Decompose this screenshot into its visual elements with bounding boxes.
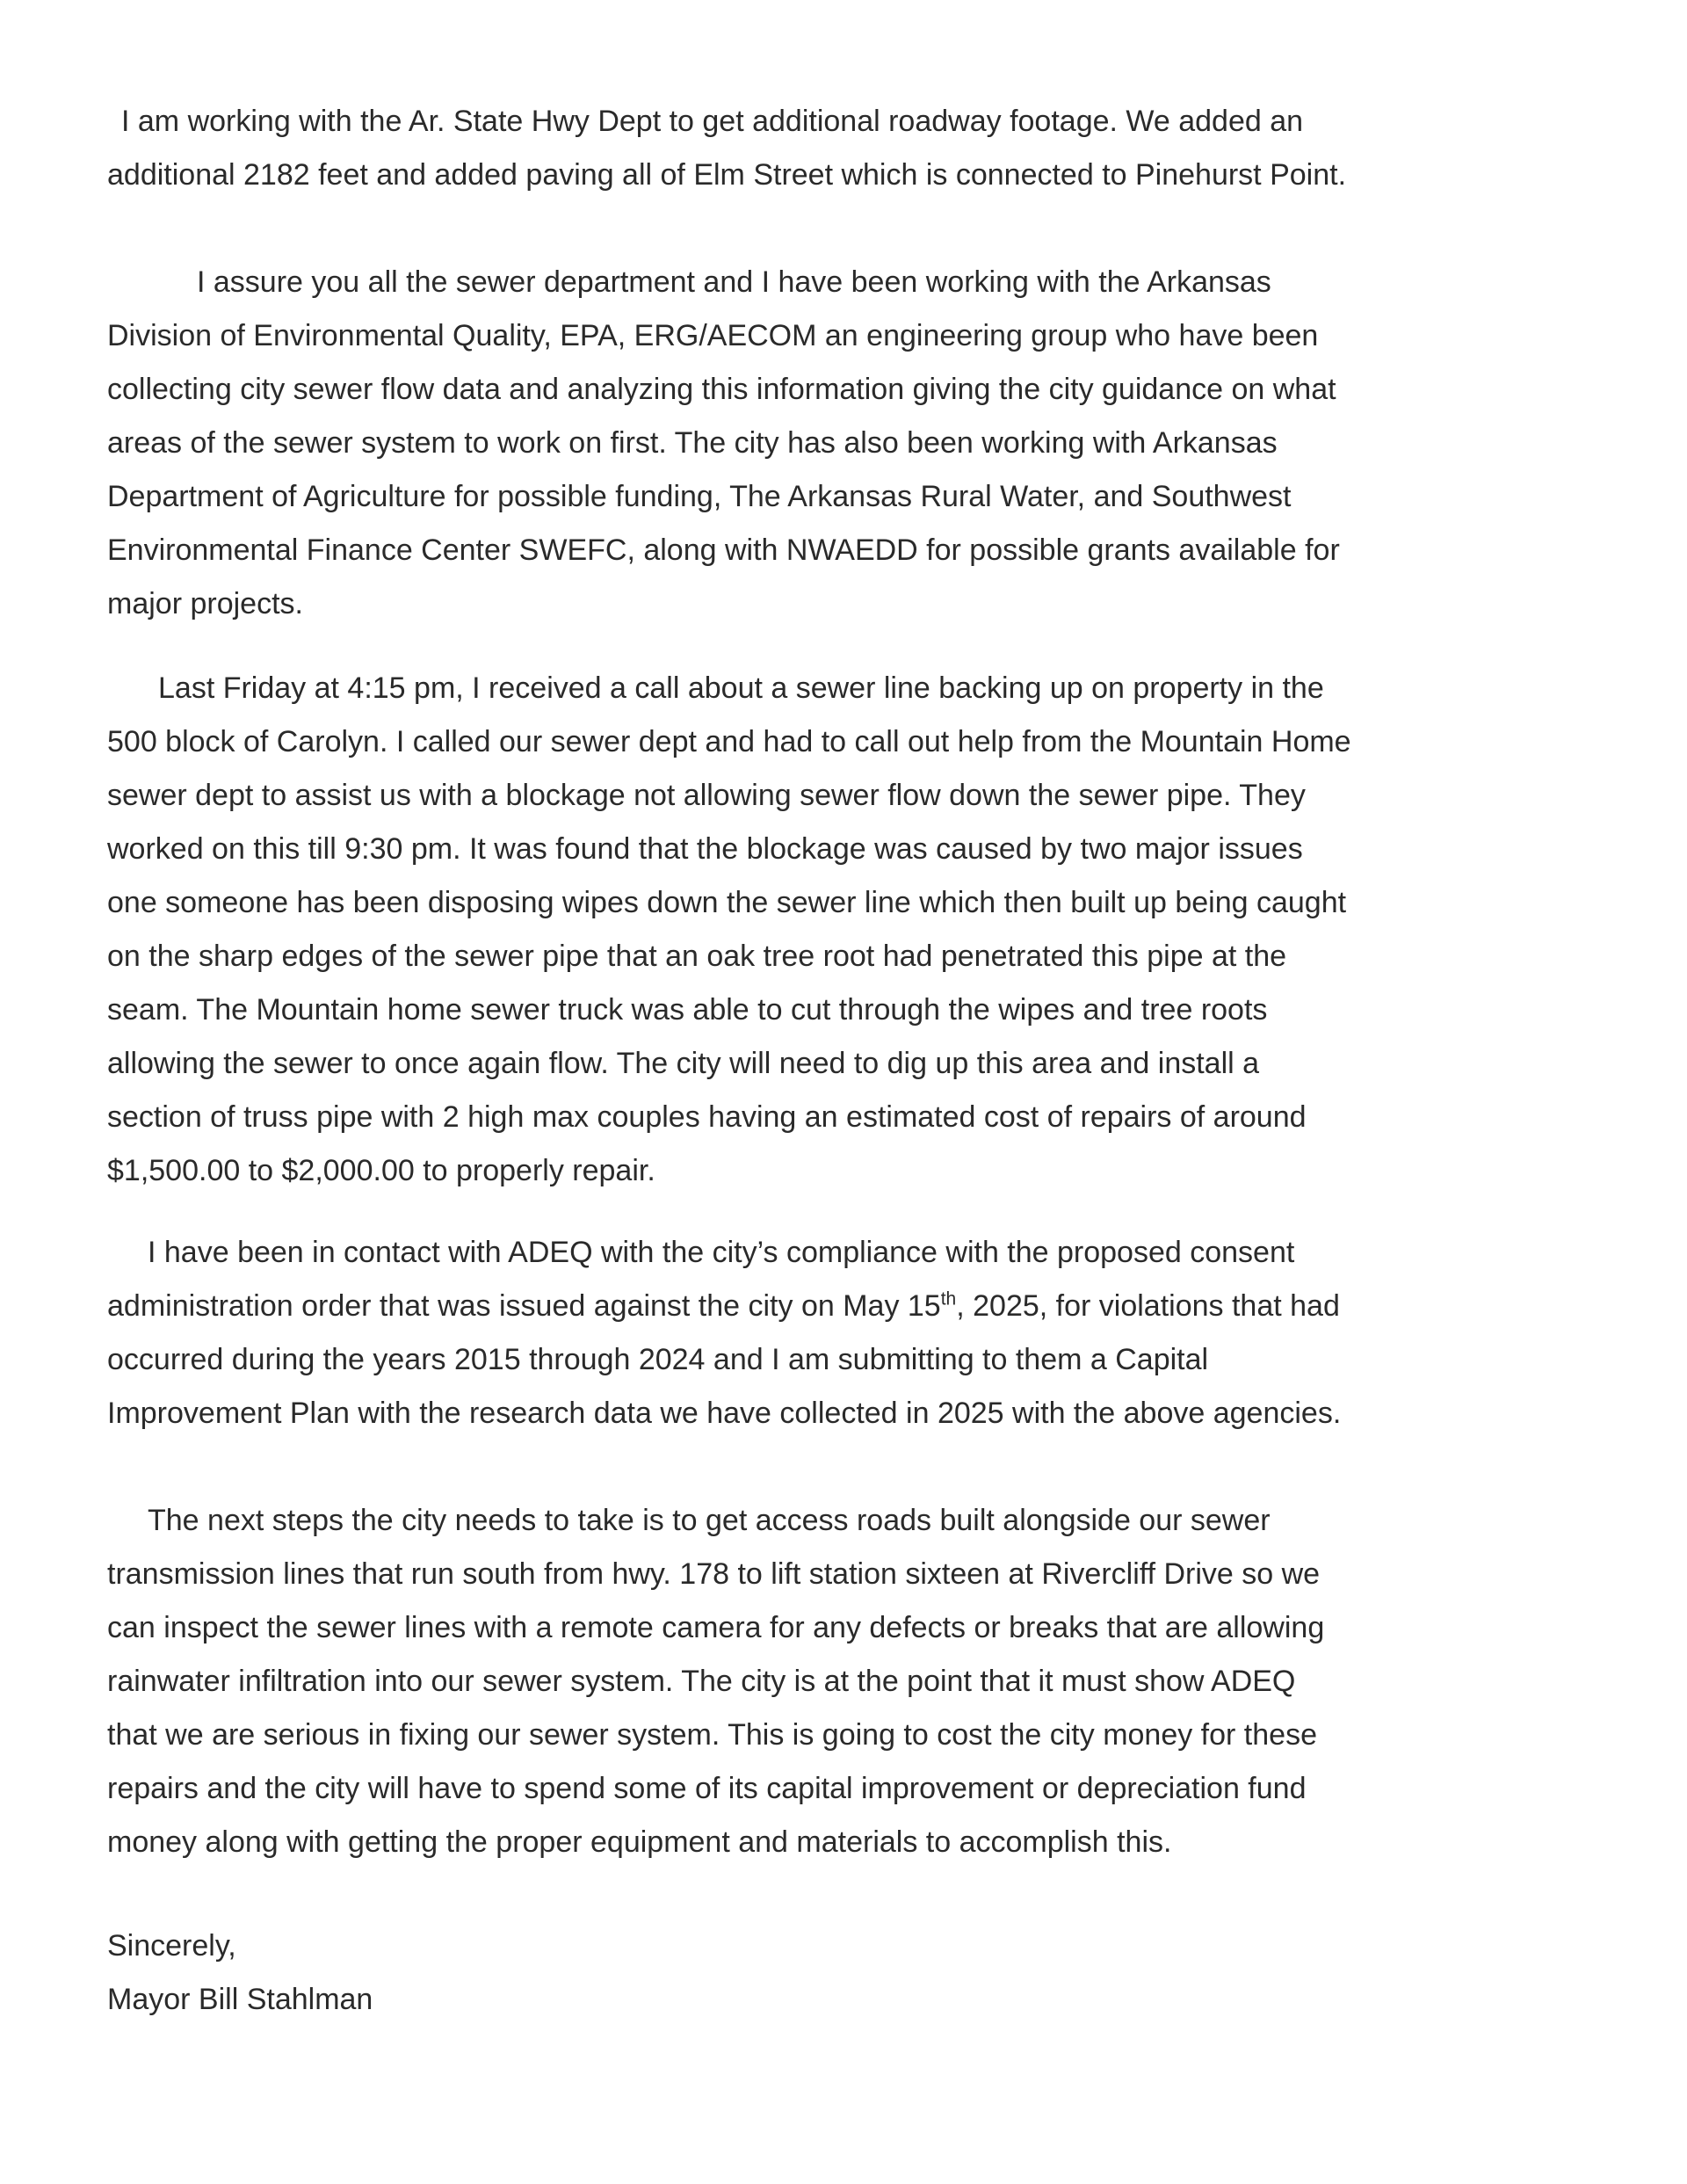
- paragraph-roadway: [107, 95, 1618, 202]
- text-line: sewer dept to assist us with a blockage not allowing sewer flow down the sewer pipe. They: [107, 779, 1306, 812]
- text-line: [107, 1280, 1618, 1333]
- text-line: worked on this till 9:30 pm. It was found that the blockage was caused by two major issues: [107, 832, 1303, 866]
- text-line: money along with getting the proper equipment and materials to accomplish this.: [107, 1825, 1172, 1859]
- text-line: I am working with the Ar. State Hwy Dept to get additional roadway footage. We added an: [121, 105, 1304, 138]
- text-line: on the sharp edges of the sewer pipe that an oak tree root had penetrated this pipe at the: [107, 940, 1287, 973]
- text-line: additional 2182 feet and added paving all of Elm Street which is connected to Pinehurst Point.: [107, 158, 1347, 192]
- text-line: occurred during the years 2015 through 2024 and I am submitting to them a Capital: [107, 1343, 1209, 1376]
- text-line: 500 block of Carolyn. I called our sewer dept and had to call out help from the Mountain Home: [107, 725, 1351, 758]
- closing: [107, 1919, 1618, 2027]
- text-line: Improvement Plan with the research data we have collected in 2025 with the above agencies.: [107, 1397, 1342, 1430]
- text-line: $1,500.00 to $2,000.00 to properly repair.: [107, 1154, 655, 1187]
- text-line: Division of Environmental Quality, EPA, ERG/AECOM an engineering group who have been: [107, 319, 1319, 352]
- text-line: that we are serious in fixing our sewer system. This is going to cost the city money for these: [107, 1718, 1317, 1752]
- paragraph-adeq-compliance: [107, 1226, 1618, 1440]
- paragraph-sewer-blockage: [107, 662, 1618, 1198]
- text-line: I assure you all the sewer department and I have been working with the Arkansas: [197, 265, 1271, 299]
- text-span: , 2025, for violations that had: [956, 1289, 1340, 1323]
- text-line: allowing the sewer to once again flow. The city will need to dig up this area and install a: [107, 1047, 1260, 1080]
- text-line: transmission lines that run south from hwy. 178 to lift station sixteen at Rivercliff Drive so we: [107, 1557, 1321, 1591]
- paragraph-sewer-agencies: [107, 256, 1618, 631]
- text-line: collecting city sewer flow data and analyzing this information giving the city guidance on what: [107, 373, 1336, 406]
- letter-page: [107, 95, 1618, 2027]
- paragraph-next-steps: [107, 1494, 1618, 1869]
- text-line: can inspect the sewer lines with a remote camera for any defects or breaks that are allowing: [107, 1611, 1325, 1644]
- text-line: areas of the sewer system to work on first. The city has also been working with Arkansas: [107, 426, 1278, 460]
- text-line: one someone has been disposing wipes down the sewer line which then built up being caught: [107, 886, 1347, 919]
- text-line: The next steps the city needs to take is to get access roads built alongside our sewer: [148, 1504, 1271, 1537]
- text-line: section of truss pipe with 2 high max couples having an estimated cost of repairs of around: [107, 1100, 1307, 1134]
- text-line: Environmental Finance Center SWEFC, along with NWAEDD for possible grants available for: [107, 533, 1340, 567]
- text-line: Department of Agriculture for possible funding, The Arkansas Rural Water, and Southwest: [107, 480, 1292, 513]
- text-line: rainwater infiltration into our sewer system. The city is at the point that it must show ADEQ: [107, 1665, 1296, 1698]
- salutation: Sincerely,: [107, 1929, 236, 1963]
- signer-name: Mayor Bill Stahlman: [107, 1983, 373, 2016]
- text-line: seam. The Mountain home sewer truck was able to cut through the wipes and tree roots: [107, 993, 1268, 1027]
- text-span: administration order that was issued against the city on May 15: [107, 1289, 941, 1323]
- text-line: Last Friday at 4:15 pm, I received a call about a sewer line backing up on property in the: [158, 671, 1324, 705]
- text-line: major projects.: [107, 587, 303, 620]
- superscript: th: [940, 1288, 957, 1310]
- text-line: I have been in contact with ADEQ with the city’s compliance with the proposed consent: [148, 1236, 1295, 1269]
- text-line: repairs and the city will have to spend some of its capital improvement or depreciation fund: [107, 1772, 1307, 1805]
